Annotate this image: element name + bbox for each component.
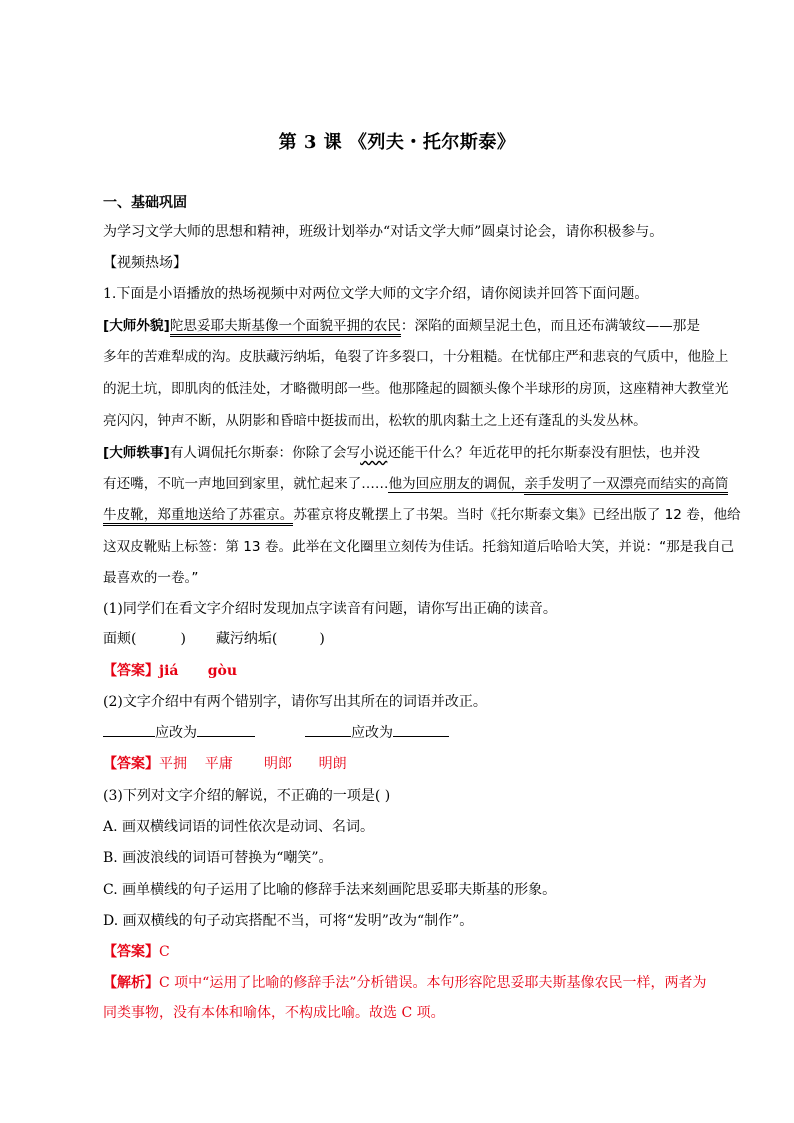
option-b: B. 画波浪线的词语可替换为“嘲笑”。 [103, 850, 333, 866]
passage-2-tag: [大师轶事] [103, 445, 170, 461]
question-1-1: (1)同学们在看文字介绍时发现加点字读音有问题，请你写出正确的读音。 [103, 601, 557, 617]
blank-close: ) [319, 631, 325, 647]
answer-1 [103, 660, 237, 680]
question-1-2: (2)文字介绍中有两个错别字，请你写出其所在的词语并改正。 [103, 694, 487, 710]
answer-text: jiá gòu [159, 663, 238, 679]
video-tag: 【视频热场】 [103, 255, 187, 271]
passage-2-line-1 [103, 441, 700, 461]
analysis-label: 【解析】 [103, 975, 159, 991]
passage-2-line-3 [103, 503, 741, 523]
passage-text: 苏霍京将皮靴摆上了书架。当时《托尔斯泰文集》已经出版了 12 卷，他给 [293, 507, 741, 523]
passage-1-line-3: 的泥土坑，即肌肉的低洼处，才略微明郎一些。他那隆起的圆额头像个半球形的房顶，这座精神大教堂光 [103, 381, 729, 397]
passage-text: 还能干什么？年近花甲的托尔斯泰没有胆怯，也并没 [387, 445, 700, 461]
analysis-line-2: 同类事物，没有本体和喻体，不构成比喻。故选 C 项。 [103, 1005, 445, 1021]
fill-label: 应改为 [155, 725, 197, 741]
question-1-stem: 1.下面是小语播放的热场视频中对两位文学大师的文字介绍，请你阅读并回答下面问题。 [103, 286, 649, 302]
question-1-3: (3)下列对文字介绍的解说，不正确的一项是( ) [103, 788, 391, 804]
answer-label: 【答案】 [103, 663, 159, 679]
answer-text: C [159, 944, 170, 960]
passage-text: ：深陷的面颊呈泥土色，而且还布满皱纹——那是 [400, 318, 700, 334]
answer-3 [103, 941, 170, 961]
passage-1-line-4: 亮闪闪，钟声不断，从阴影和昏暗中挺拔而出，松软的肌肉黏土之上还有蓬乱的头发丛林。 [103, 413, 647, 429]
answer-text: 平拥 平庸 明郎 明朗 [159, 756, 347, 772]
lesson-title: 第 3 课 《列夫・托尔斯泰》 [278, 132, 516, 153]
passage-2-line-5: 最喜欢的一卷。” [103, 570, 199, 586]
passage-1-tag: [大师外貌] [103, 318, 170, 334]
wavy-underlined-word: 小说 [360, 445, 388, 461]
blank-label-jia: 面颊( [103, 631, 137, 647]
double-underlined-sentence-end: 牛皮靴，郑重地送给了苏霍京。 [103, 507, 293, 526]
double-underlined-phrase: 陀思妥耶夫斯基像一个面貌平拥的农民 [170, 318, 401, 337]
blank-close: ) [180, 631, 186, 647]
intro-text: 为学习文学大师的思想和精神，班级计划举办“对话文学大师”圆桌讨论会，请你积极参与。 [103, 224, 664, 240]
fill-blank[interactable] [103, 723, 155, 737]
passage-text: 有还嘴，不吭一声地回到家里，就忙起来了…… [103, 476, 389, 492]
passage-2-line-2 [103, 472, 728, 492]
fill-blank[interactable] [393, 723, 449, 737]
option-c: C. 画单横线的句子运用了比喻的修辞手法来刻画陀思妥耶夫斯基的形象。 [103, 882, 557, 898]
passage-1-line-1 [103, 314, 700, 334]
analysis-line-1 [103, 972, 706, 992]
passage-1-line-2: 多年的苦难犁成的沟。皮肤藏污纳垢，龟裂了许多裂口，十分粗糙。在忧郁庄严和悲哀的气质中，他脸上 [103, 349, 729, 365]
fill-blank[interactable] [305, 723, 351, 737]
answer-label: 【答案】 [103, 944, 159, 960]
single-underlined-sentence: 他为回应朋友的调侃， [388, 476, 525, 492]
answer-label: 【答案】 [103, 756, 159, 772]
passage-2-line-4: 这双皮靴贴上标签：第 13 卷。此举在文化圈里立刻传为佳话。托翁知道后哈哈大笑，并说：“那是我自己 [103, 539, 735, 555]
pinyin-blanks [103, 628, 325, 648]
option-d: D. 画双横线的句子动宾搭配不当，可将“发明”改为“制作”。 [103, 913, 474, 929]
analysis-text: C 项中“运用了比喻的修辞手法”分析错误。本句形容陀思妥耶夫斯基像农民一样，两者为 [159, 975, 707, 991]
correction-blanks [103, 722, 449, 742]
passage-text: 有人调侃托尔斯泰：你除了会写 [169, 445, 361, 461]
blank-label-gou: 藏污纳垢( [215, 631, 278, 647]
fill-label: 应改为 [351, 725, 393, 741]
section-heading: 一、基础巩固 [103, 195, 187, 211]
fill-blank[interactable] [197, 723, 255, 737]
double-underlined-sentence: 亲手发明了一双漂亮而结实的高筒 [524, 476, 728, 495]
answer-2 [103, 753, 347, 773]
option-a: A. 画双横线词语的词性依次是动词、名词。 [103, 819, 375, 835]
